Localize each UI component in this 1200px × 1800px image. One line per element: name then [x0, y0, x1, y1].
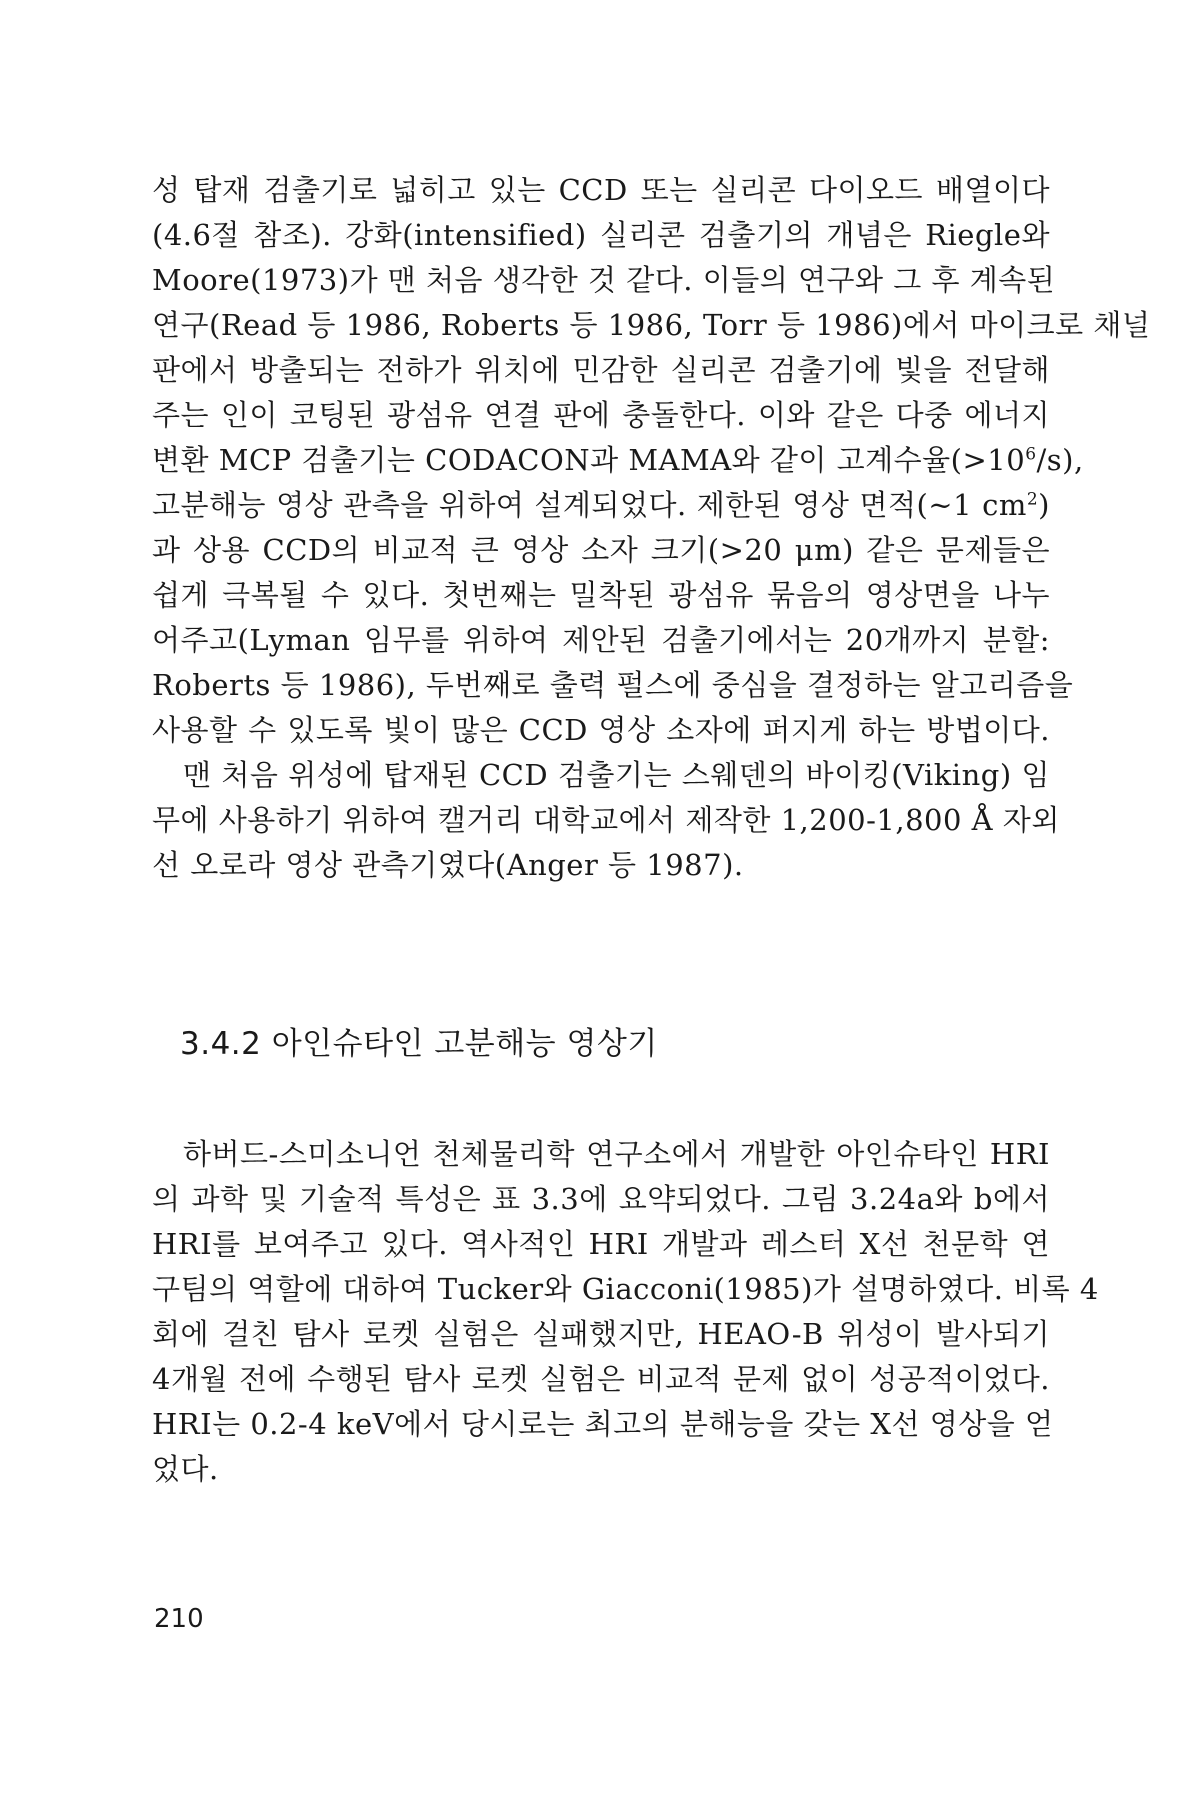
text-line-body: 고분해능 영상 관측을 위하여 설계되었다. 제한된 영상 면적(~1 cm	[152, 488, 1027, 522]
text-line: 사용할 수 있도록 빛이 많은 CCD 영상 소자에 퍼지게 하는 방법이다.	[152, 713, 1050, 747]
text-line: 쉽게 극복될 수 있다. 첫번째는 밀착된 광섬유 묶음의 영상면을 나누	[152, 578, 1050, 612]
text-line: Moore(1973)가 맨 처음 생각한 것 같다. 이들의 연구와 그 후 계속된	[152, 263, 1056, 297]
text-line: (4.6절 참조). 강화(intensified) 실리콘 검출기의 개념은 Riegle와	[152, 218, 1050, 252]
text-line: 성 탑재 검출기로 넓히고 있는 CCD 또는 실리콘 다이오드 배열이다	[152, 173, 1050, 207]
text-line: 선 오로라 영상 관측기였다(Anger 등 1987).	[152, 848, 744, 882]
text-line-tail: )	[1038, 488, 1050, 522]
text-line: 어주고(Lyman 임무를 위하여 제안된 검출기에서는 20개까지 분할:	[152, 623, 1050, 657]
text-line-with-superscript	[152, 438, 1084, 483]
text-line: HRI를 보여주고 있다. 역사적인 HRI 개발과 레스터 X선 천문학 연	[152, 1227, 1050, 1261]
text-line: 었다.	[152, 1452, 219, 1486]
paragraph-lower	[152, 1132, 1099, 1492]
text-line: 무에 사용하기 위하여 캘거리 대학교에서 제작한 1,200-1,800 Å 자외	[152, 803, 1060, 837]
text-line-with-superscript	[152, 483, 1050, 528]
text-line: 의 과학 및 기술적 특성은 표 3.3에 요약되었다. 그림 3.24a와 b에서	[152, 1182, 1050, 1216]
text-line: HRI는 0.2-4 keV에서 당시로는 최고의 분해능을 갖는 X선 영상을 얻	[152, 1407, 1054, 1441]
text-line: 하버드-스미소니언 천체물리학 연구소에서 개발한 아인슈타인 HRI	[183, 1137, 1050, 1171]
superscript-exponent: 2	[1026, 489, 1039, 510]
text-line: 과 상용 CCD의 비교적 큰 영상 소자 크기(>20 μm) 같은 문제들은	[152, 533, 1050, 567]
text-line: 판에서 방출되는 전하가 위치에 민감한 실리콘 검출기에 빛을 전달해	[152, 353, 1050, 387]
text-line: 연구(Read 등 1986, Roberts 등 1986, Torr 등 1986)에서 마이크로 채널	[152, 308, 1151, 342]
text-line: Roberts 등 1986), 두번째로 출력 펄스에 중심을 결정하는 알고리즘을	[152, 668, 1074, 702]
superscript-exponent: 6	[1025, 444, 1037, 465]
section-heading: 3.4.2 아인슈타인 고분해능 영상기	[180, 1026, 658, 1062]
text-line-body: 변환 MCP 검출기는 CODACON과 MAMA와 같이 고계수율(>10	[152, 443, 1026, 477]
text-line: 회에 걸친 탐사 로켓 실험은 실패했지만, HEAO-B 위성이 발사되기	[152, 1317, 1050, 1351]
paragraph-upper	[152, 168, 1151, 888]
text-line: 4개월 전에 수행된 탐사 로켓 실험은 비교적 문제 없이 성공적이었다.	[152, 1362, 1050, 1396]
text-line: 구팀의 역할에 대하여 Tucker와 Giacconi(1985)가 설명하였다. 비록 4	[152, 1272, 1099, 1306]
text-line-tail: /s),	[1036, 443, 1084, 477]
text-line: 주는 인이 코팅된 광섬유 연결 판에 충돌한다. 이와 같은 다중 에너지	[152, 398, 1050, 432]
page-number: 210	[154, 1604, 204, 1634]
text-line: 맨 처음 위성에 탑재된 CCD 검출기는 스웨덴의 바이킹(Viking) 임	[183, 758, 1050, 792]
